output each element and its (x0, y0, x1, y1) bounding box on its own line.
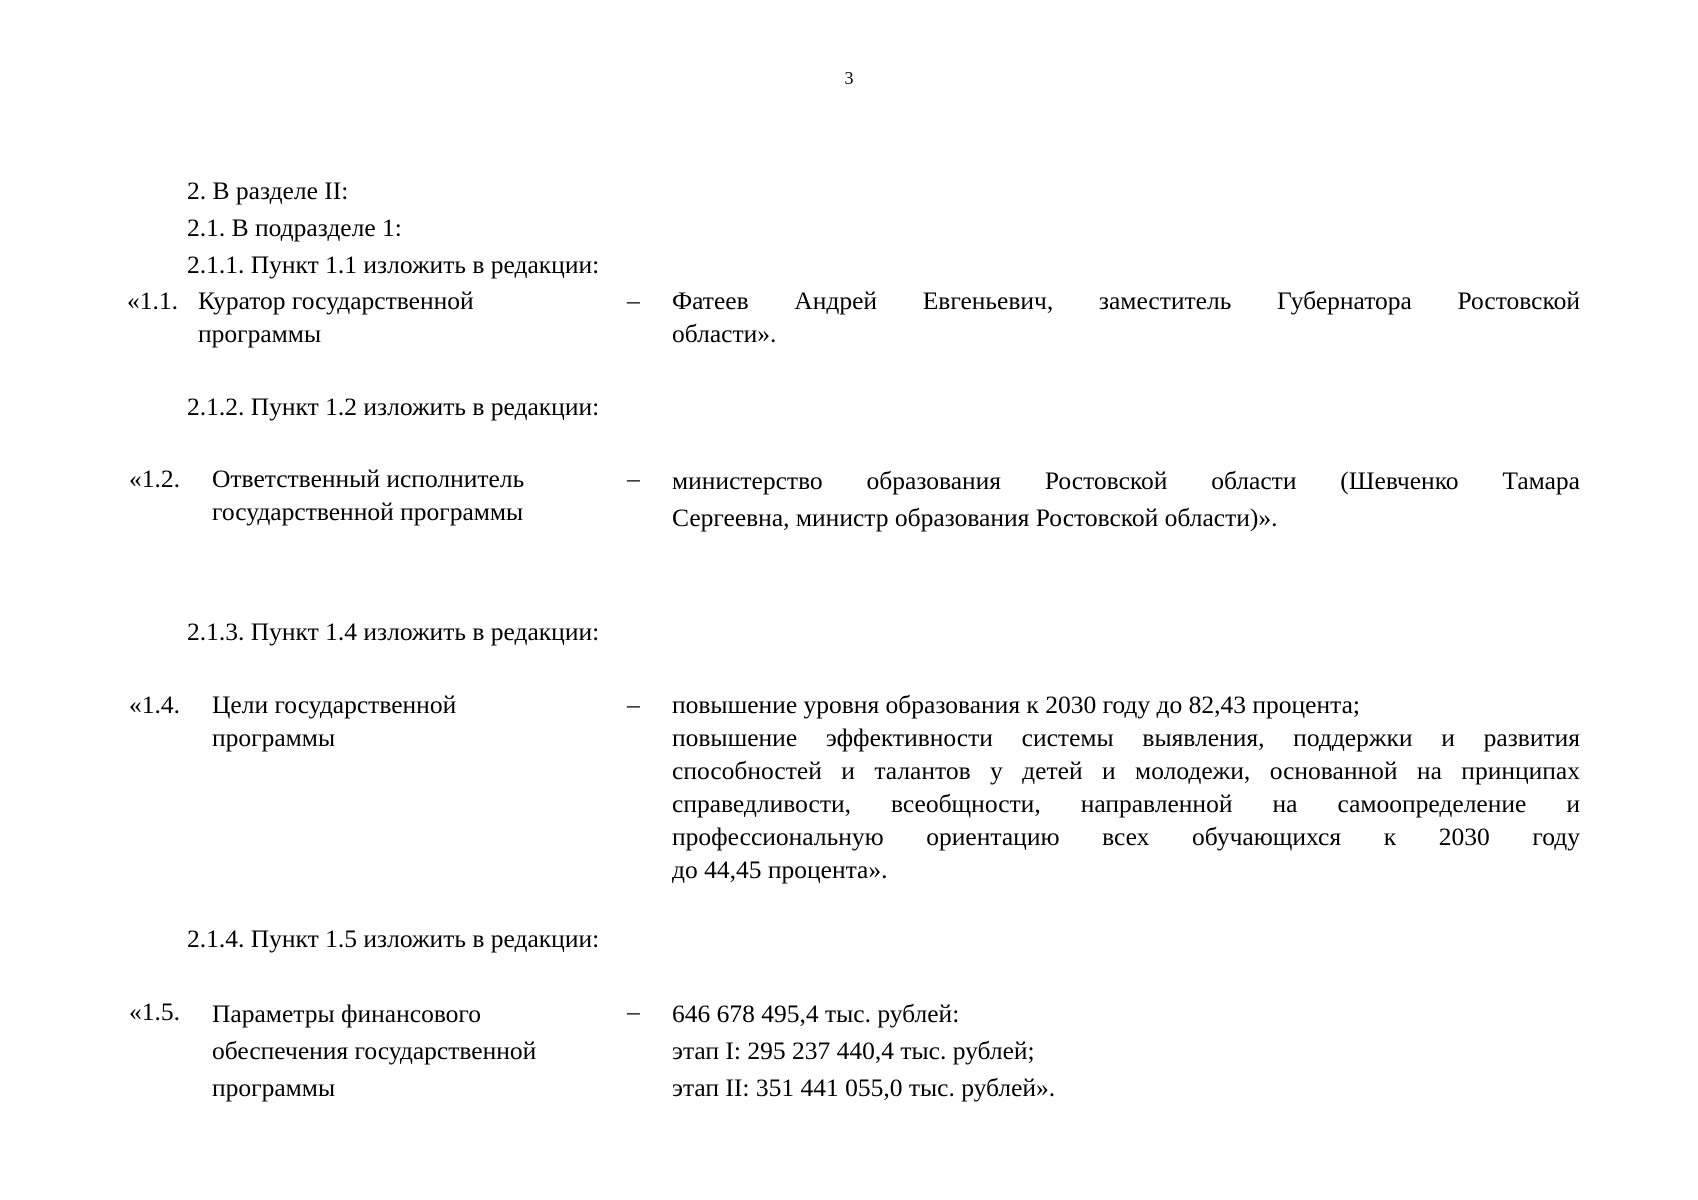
row-number: «1.1. (127, 286, 178, 315)
row-dash: – (627, 690, 640, 719)
instruction-item-1: 2.1.1. Пункт 1.1 изложить в редакции: (187, 250, 600, 279)
row-name-line: Куратор государственной (198, 286, 474, 315)
row-name (198, 284, 618, 350)
row-value-line: способностей и талантов у детей и молодежи, основанной на принципах (672, 756, 1580, 785)
row-value-line: 646 678 495,4 тыс. рублей: (672, 999, 960, 1028)
row-value (672, 284, 1580, 350)
row-value-line: Фатеев Андрей Евгеньевич, заместитель Губернатора Ростовской (672, 286, 1580, 315)
row-value-line: министерство образования Ростовской области (Шевченко Тамара (672, 466, 1580, 495)
row-value-line: этап I: 295 237 440,4 тыс. рублей; (672, 1036, 1035, 1065)
row-number: «1.5. (129, 997, 180, 1026)
row-name-line: государственной программы (212, 497, 524, 526)
row-name-line: программы (212, 723, 336, 752)
instruction-item-2: 2.1.2. Пункт 1.2 изложить в редакции: (187, 392, 600, 421)
row-name-line: Параметры финансового (212, 999, 482, 1028)
row-value-line: повышение эффективности системы выявления, поддержки и развития (672, 723, 1580, 752)
row-value-line: повышение уровня образования к 2030 году до 82,43 процента; (672, 690, 1360, 719)
row-number: «1.2. (129, 464, 180, 493)
row-name (212, 995, 622, 1106)
row-value (672, 995, 1580, 1106)
row-value (672, 462, 1580, 536)
row-value-line: этап II: 351 441 055,0 тыс. рублей». (672, 1073, 1056, 1102)
row-dash: – (627, 464, 640, 493)
row-name (212, 462, 622, 528)
section-heading: 2. В разделе II: (187, 176, 349, 205)
subsection-heading: 2.1. В подразделе 1: (187, 213, 402, 242)
row-value-line: профессиональную ориентацию всех обучающихся к 2030 году (672, 822, 1580, 851)
instruction-item-4: 2.1.4. Пункт 1.5 изложить в редакции: (187, 924, 600, 953)
instruction-item-3: 2.1.3. Пункт 1.4 изложить в редакции: (187, 617, 600, 646)
row-name-line: обеспечения государственной (212, 1036, 537, 1065)
row-value-line: справедливости, всеобщности, направленной на самоопределение и (672, 789, 1580, 818)
row-name-line: программы (198, 319, 322, 348)
row-value-line: до 44,45 процента». (672, 855, 888, 884)
row-value (672, 688, 1580, 886)
row-name-line: Ответственный исполнитель (212, 464, 525, 493)
row-dash: – (627, 286, 640, 315)
row-name (212, 688, 622, 754)
row-value-line: Сергеевна, министр образования Ростовской области)». (672, 503, 1278, 532)
row-name-line: Цели государственной (212, 690, 457, 719)
row-number: «1.4. (129, 690, 180, 719)
page-number: 3 (844, 68, 854, 88)
row-dash: – (627, 997, 640, 1026)
row-name-line: программы (212, 1073, 336, 1102)
row-value-line: области». (672, 319, 777, 348)
